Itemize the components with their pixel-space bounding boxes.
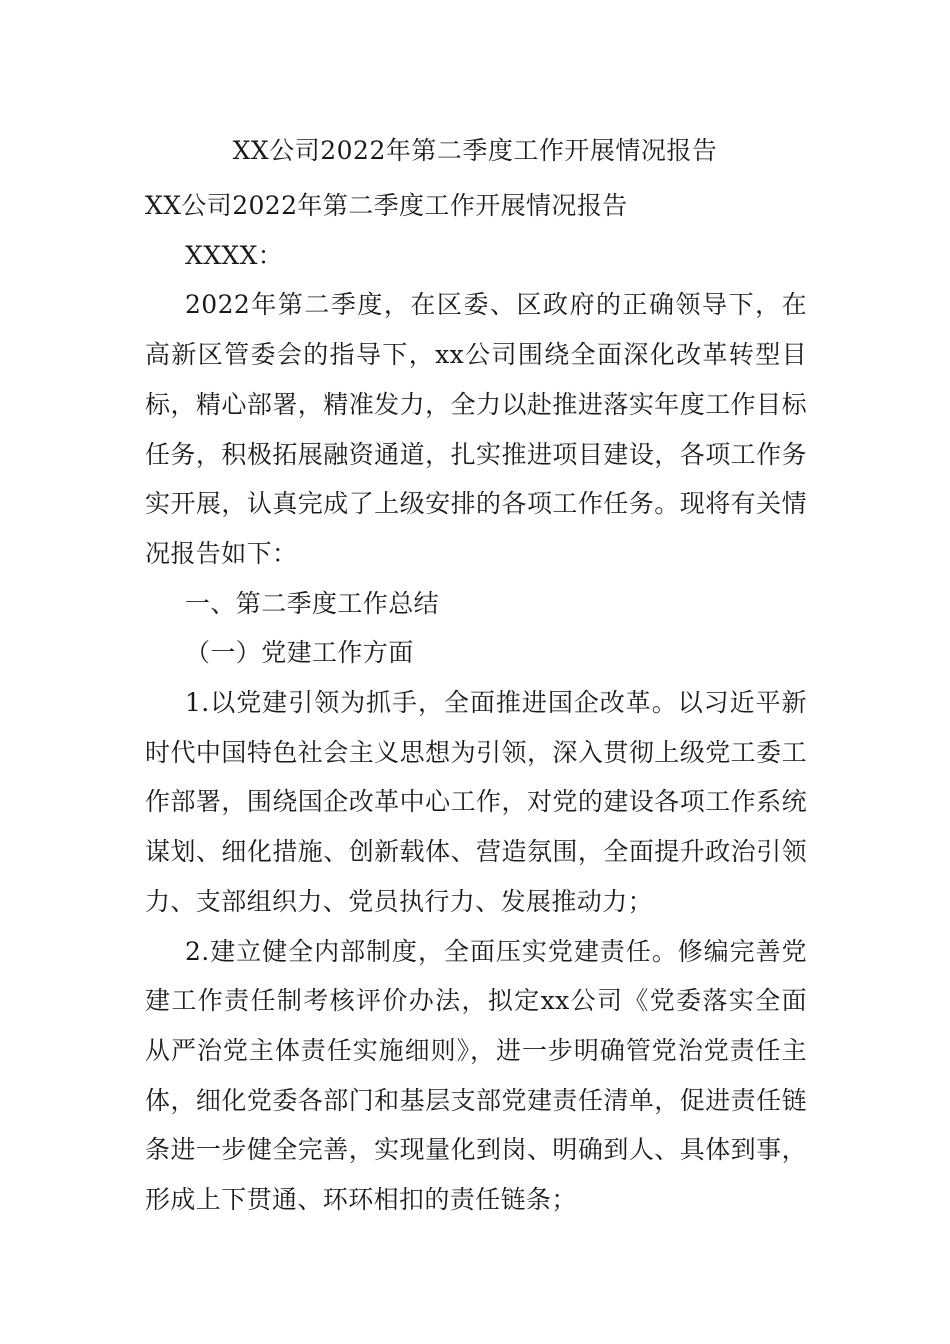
document-title: XX公司2022年第二季度工作开展情况报告 xyxy=(232,136,718,165)
item-paragraph-2: 2.建立健全内部制度，全面压实党建责任。修编完善党建工作责任制考核评价办法，拟定xx公司《党委落实全面从严治党主体责任实施细则》，进一步明确管党治党责任主体，细化党委各部门和基层支部党建责任清单，促进责任链条进一步健全完善，实现量化到岗、明确到人、具体到事，形成上下贯通、环环相扣的责任链条； xyxy=(145,936,807,1215)
salutation: XXXX： xyxy=(185,240,284,270)
document-subtitle: XX公司2022年第二季度工作开展情况报告 xyxy=(145,191,628,220)
subsection-heading-1: （一）党建工作方面 xyxy=(185,638,414,668)
section-heading-1: 一、第二季度工作总结 xyxy=(185,588,440,618)
item-paragraph-1: 1.以党建引领为抓手，全面推进国企改革。以习近平新时代中国特色社会主义思想为引领，深入贯彻上级党工委工作部署，围绕国企改革中心工作，对党的建设各项工作系统谋划、细化措施、创新载体、营造氛围，全面提升政治引领力、支部组织力、党员执行力、发展推动力； xyxy=(145,688,807,916)
intro-paragraph: 2022年第二季度，在区委、区政府的正确领导下，在高新区管委会的指导下，xx公司围绕全面深化改革转型目标，精心部署，精准发力，全力以赴推进落实年度工作目标任务，积极拓展融资通道，扎实推进项目建设，各项工作务实开展，认真完成了上级安排的各项工作任务。现将有关情况报告如下： xyxy=(145,290,807,568)
document-body xyxy=(145,181,807,1225)
